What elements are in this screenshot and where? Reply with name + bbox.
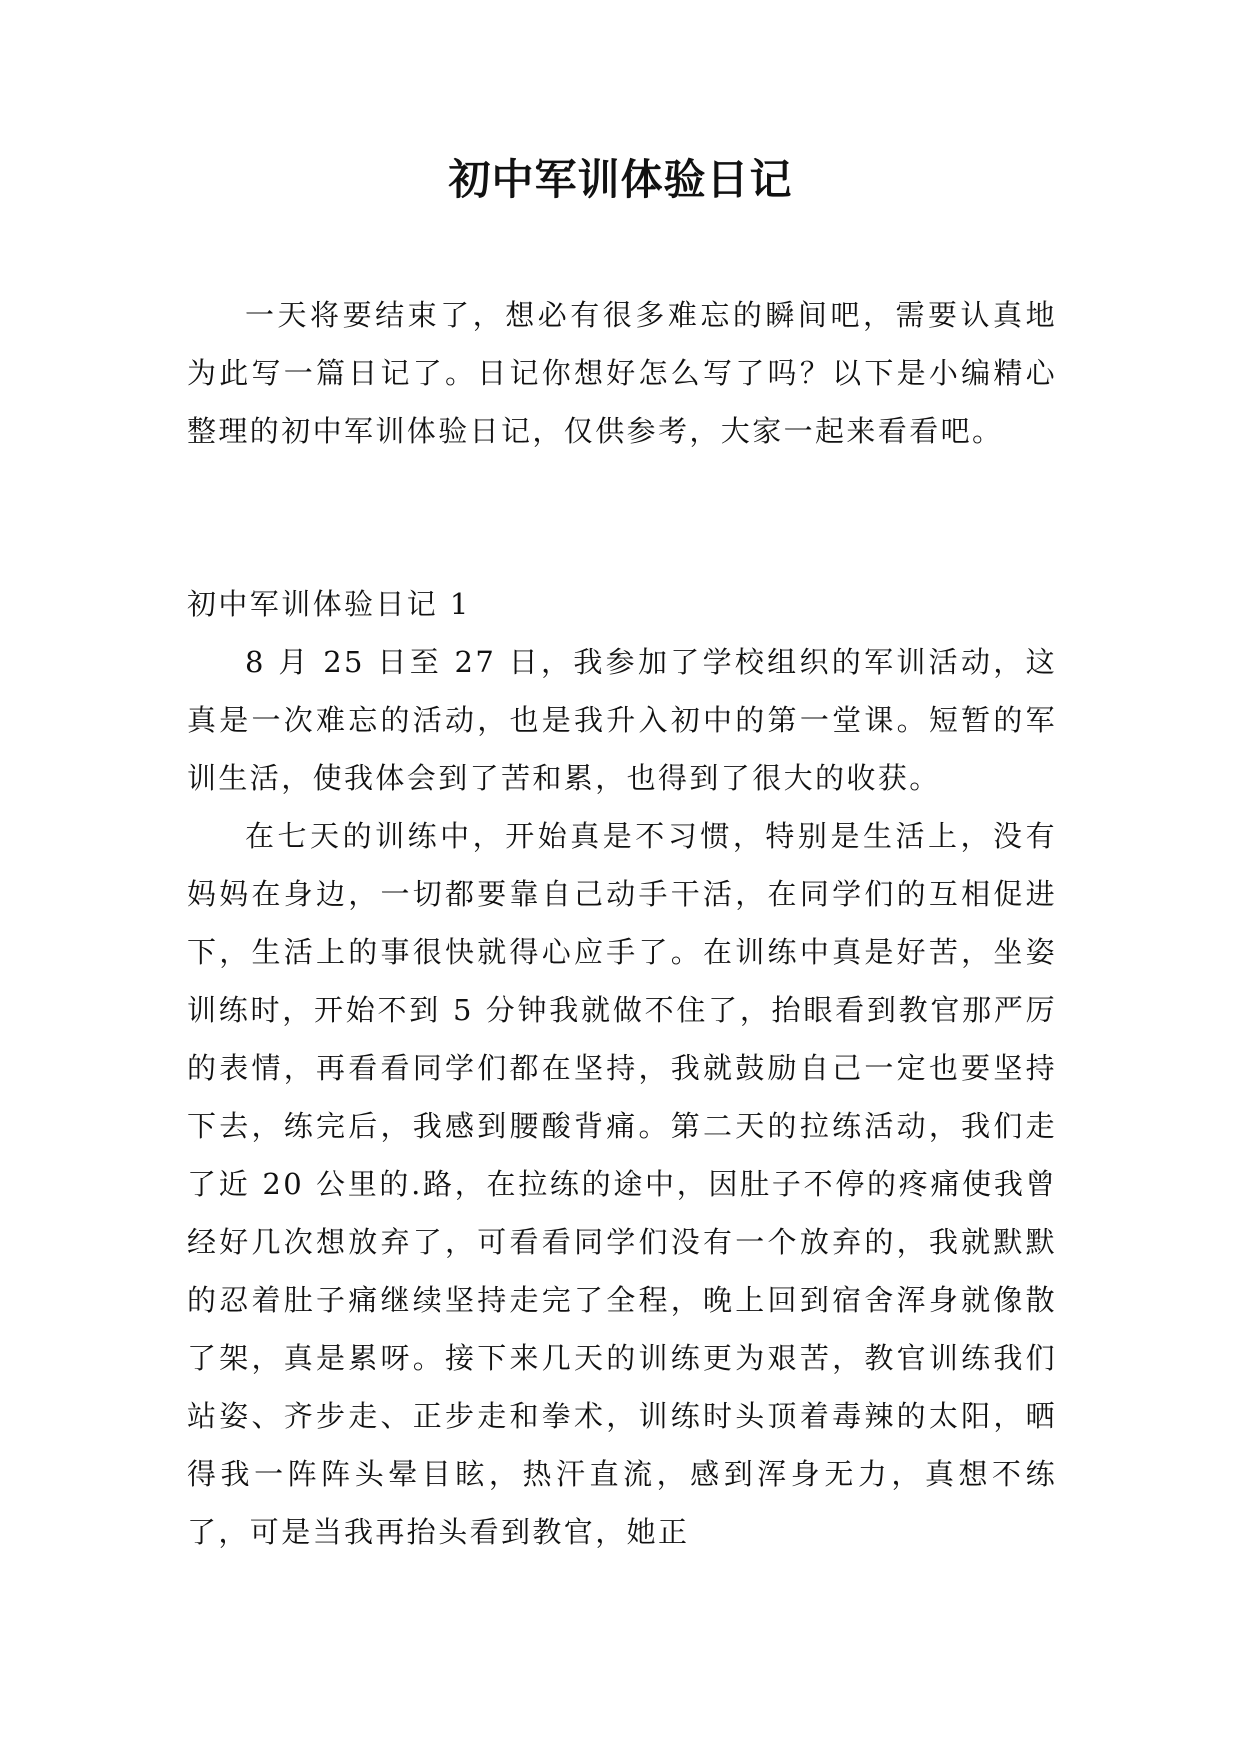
section-heading: 初中军训体验日记 1 [187,587,471,621]
intro-block [187,286,1057,460]
diary-section-1 [187,575,1057,1561]
document-title: 初中军训体验日记 [448,155,793,204]
section-paragraph-1: 8 月 25 日至 27 日，我参加了学校组织的军训活动，这真是一次难忘的活动，也是我升入初中的第一堂课。短暂的军训生活，使我体会到了苦和累，也得到了很大的收获。 [187,645,1057,795]
intro-paragraph: 一天将要结束了，想必有很多难忘的瞬间吧，需要认真地为此写一篇日记了。日记你想好怎么写了吗？以下是小编精心整理的初中军训体验日记，仅供参考，大家一起来看看吧。 [187,298,1057,448]
section-paragraph-2: 在七天的训练中，开始真是不习惯，特别是生活上，没有妈妈在身边，一切都要靠自己动手干活，在同学们的互相促进下，生活上的事很快就得心应手了。在训练中真是好苦，坐姿训练时，开始不到 5 分钟我就做不住了，抬眼看到教官那严厉的表情，再看看同学们都在坚持，我就鼓励自己一定也要坚持下去，练完后，我感到腰酸背痛。第二天的拉练活动，我们走了近 20 公里的.路，在拉练的途中，因肚子不停的疼痛使我曾经好几次想放弃了，可看看同学们没有一个放弃的，我就默默的忍着肚子痛继续坚持走完了全程，晚上回到宿舍浑身就像散了架，真是累呀。接下来几天的训练更为艰苦，教官训练我们站姿、齐步走、正步走和拳术，训练时头顶着毒辣的太阳，晒得我一阵阵头晕目眩，热汗直流，感到浑身无力，真想不练了，可是当我再抬头看到教官，她正 [187,819,1057,1549]
